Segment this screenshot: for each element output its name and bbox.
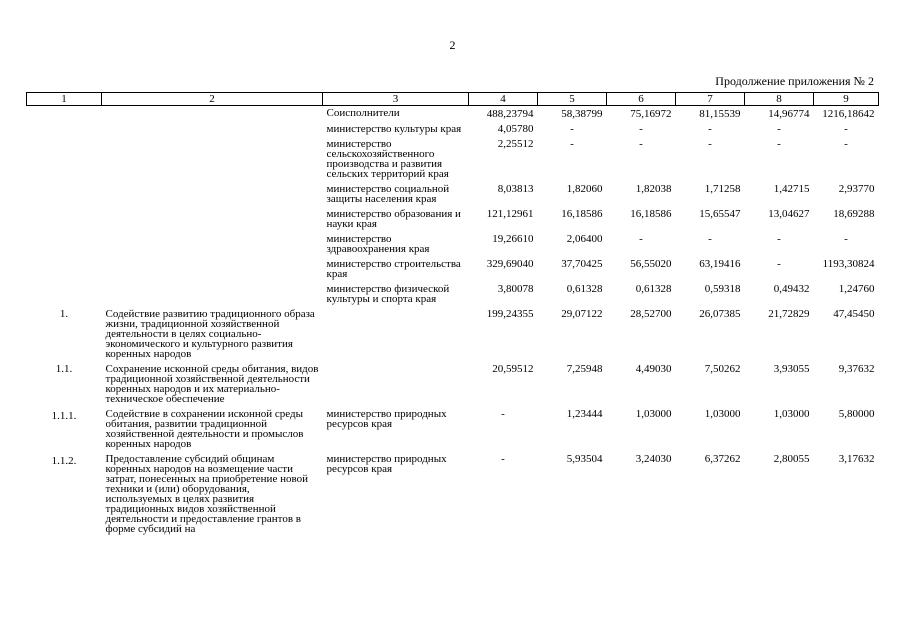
value-cell: 4,05780	[497, 123, 534, 135]
value-cell: -	[639, 233, 643, 245]
header-cell: 9	[814, 93, 879, 106]
value-cell: 2,06400	[566, 233, 603, 245]
row-number	[27, 106, 102, 123]
row-executor: министерство образования и науки края	[326, 208, 461, 230]
table-body	[27, 106, 879, 538]
value-cell: 199,24355	[486, 308, 534, 320]
value-cell: -	[570, 123, 574, 135]
row-executor: министерство природных ресурсов края	[326, 408, 447, 430]
value-cell: 81,15539	[699, 108, 741, 120]
value-cell: 13,04627	[768, 208, 810, 220]
row-description	[102, 182, 323, 207]
value-cell: 47,45450	[833, 308, 875, 320]
row-number	[27, 282, 102, 307]
row-executor: министерство строительства края	[326, 258, 461, 280]
value-cell: 28,52700	[630, 308, 672, 320]
value-cell: 18,69288	[833, 208, 875, 220]
value-cell: 1,24760	[838, 283, 875, 295]
value-cell: 3,17632	[838, 453, 875, 465]
row-description: Содействие развитию традиционного образа жизни, традиционной хозяйственной деятельности в целях социально-экономического и культурного развития коренных народов	[105, 308, 315, 360]
value-cell: 121,12961	[486, 208, 534, 220]
row-number	[27, 182, 102, 207]
table-row	[27, 282, 879, 307]
row-executor	[323, 307, 469, 362]
value-cell: -	[639, 138, 643, 150]
value-cell: 0,59318	[704, 283, 741, 295]
value-cell: 63,19416	[699, 258, 741, 270]
row-number	[27, 137, 102, 182]
value-cell: 1,71258	[704, 183, 741, 195]
row-executor: министерство культуры края	[326, 123, 462, 135]
value-cell: 4,49030	[635, 363, 672, 375]
value-cell: 488,23794	[486, 108, 534, 120]
value-cell: -	[777, 123, 781, 135]
table-row	[27, 257, 879, 282]
row-executor: министерство физической культуры и спорта края	[326, 283, 450, 305]
header-row	[27, 93, 879, 106]
value-cell: 58,38799	[561, 108, 603, 120]
table-row	[27, 407, 879, 452]
value-cell: 1,42715	[773, 183, 810, 195]
header-cell: 8	[745, 93, 814, 106]
table-row	[27, 137, 879, 182]
value-cell: -	[777, 258, 781, 270]
value-cell: -	[844, 123, 848, 135]
value-cell: 15,65547	[699, 208, 741, 220]
row-description: Содействие в сохранении исконной среды обитания, развитии традиционной хозяйственной деятельности и промыслов коренных народов	[105, 408, 304, 450]
value-cell: 37,70425	[561, 258, 603, 270]
value-cell: 20,59512	[492, 363, 534, 375]
header-cell: 6	[607, 93, 676, 106]
row-description: Предоставление субсидий общинам коренных народов на возмещение части затрат, понесенных на приобретение новой техники и (или) оборудования, используемых в целях развития традиционных видов хозяйственной деятельности и предоставление грантов в форме субсидий на	[105, 453, 308, 535]
header-cell: 1	[27, 93, 102, 106]
table-row	[27, 122, 879, 137]
row-description	[102, 122, 323, 137]
value-cell: 5,80000	[838, 408, 875, 420]
value-cell: 21,72829	[768, 308, 810, 320]
value-cell: -	[844, 138, 848, 150]
row-number	[27, 232, 102, 257]
row-number: 1.1.1.	[51, 410, 77, 422]
value-cell: 29,07122	[561, 308, 603, 320]
value-cell: 1,03000	[704, 408, 741, 420]
value-cell: 1216,18642	[822, 108, 875, 120]
row-executor: министерство социальной защиты населения края	[326, 183, 450, 205]
value-cell: -	[708, 123, 712, 135]
value-cell: 1,03000	[635, 408, 672, 420]
table-row	[27, 452, 879, 537]
value-cell: -	[501, 453, 505, 465]
value-cell: 2,93770	[838, 183, 875, 195]
row-description	[102, 137, 323, 182]
value-cell: 16,18586	[630, 208, 672, 220]
table-row	[27, 307, 879, 362]
value-cell: 1,82038	[635, 183, 672, 195]
value-cell: 9,37632	[838, 363, 875, 375]
value-cell: 19,26610	[492, 233, 534, 245]
table-row	[27, 362, 879, 407]
value-cell: -	[639, 123, 643, 135]
value-cell: 1,23444	[566, 408, 603, 420]
row-number: 1.1.	[55, 363, 73, 375]
value-cell: 6,37262	[704, 453, 741, 465]
value-cell: 329,69040	[486, 258, 534, 270]
row-number: 1.1.2.	[51, 455, 77, 467]
row-number: 1.	[59, 308, 69, 320]
row-number	[27, 257, 102, 282]
table-row	[27, 232, 879, 257]
row-description	[102, 106, 323, 123]
value-cell: 0,61328	[635, 283, 672, 295]
row-executor: министерство природных ресурсов края	[326, 453, 447, 475]
value-cell: -	[501, 408, 505, 420]
row-executor: министерство здравоохранения края	[326, 233, 430, 255]
row-number	[27, 122, 102, 137]
value-cell: 3,93055	[773, 363, 810, 375]
header-cell: 5	[538, 93, 607, 106]
value-cell: 1,03000	[773, 408, 810, 420]
value-cell: -	[708, 233, 712, 245]
appendix-table	[26, 92, 879, 537]
header-cell: 4	[469, 93, 538, 106]
value-cell: 7,25948	[566, 363, 603, 375]
table-row	[27, 207, 879, 232]
row-number	[27, 207, 102, 232]
header-cell: 3	[323, 93, 469, 106]
value-cell: -	[844, 233, 848, 245]
header-cell: 7	[676, 93, 745, 106]
row-description: Сохранение исконной среды обитания, видов традиционной хозяйственной деятельности коренных народов и их материально-техническое обеспечение	[105, 363, 319, 405]
value-cell: 5,93504	[566, 453, 603, 465]
continuation-title: Продолжение приложения № 2	[715, 74, 874, 88]
row-executor	[323, 362, 469, 407]
value-cell: 3,80078	[497, 283, 534, 295]
value-cell: 16,18586	[561, 208, 603, 220]
value-cell: 56,55020	[630, 258, 672, 270]
value-cell: -	[777, 138, 781, 150]
value-cell: 14,96774	[768, 108, 810, 120]
header-cell: 2	[102, 93, 323, 106]
row-description	[102, 282, 323, 307]
value-cell: -	[777, 233, 781, 245]
table-row	[27, 182, 879, 207]
row-description	[102, 207, 323, 232]
value-cell: -	[570, 138, 574, 150]
row-description	[102, 232, 323, 257]
value-cell: -	[708, 138, 712, 150]
value-cell: 26,07385	[699, 308, 741, 320]
value-cell: 3,24030	[635, 453, 672, 465]
table-row	[27, 106, 879, 123]
value-cell: 2,80055	[773, 453, 810, 465]
value-cell: 75,16972	[630, 108, 672, 120]
row-executor: министерство сельскохозяйственного производства и развития сельских территорий края	[326, 138, 449, 180]
value-cell: 1,82060	[566, 183, 603, 195]
value-cell: 0,49432	[773, 283, 810, 295]
value-cell: 7,50262	[704, 363, 741, 375]
row-description	[102, 257, 323, 282]
value-cell: 0,61328	[566, 283, 603, 295]
value-cell: 2,25512	[497, 138, 534, 150]
page-number: 2	[449, 38, 456, 52]
row-executor: Соисполнители	[326, 107, 400, 119]
value-cell: 8,03813	[497, 183, 534, 195]
value-cell: 1193,30824	[822, 258, 875, 270]
